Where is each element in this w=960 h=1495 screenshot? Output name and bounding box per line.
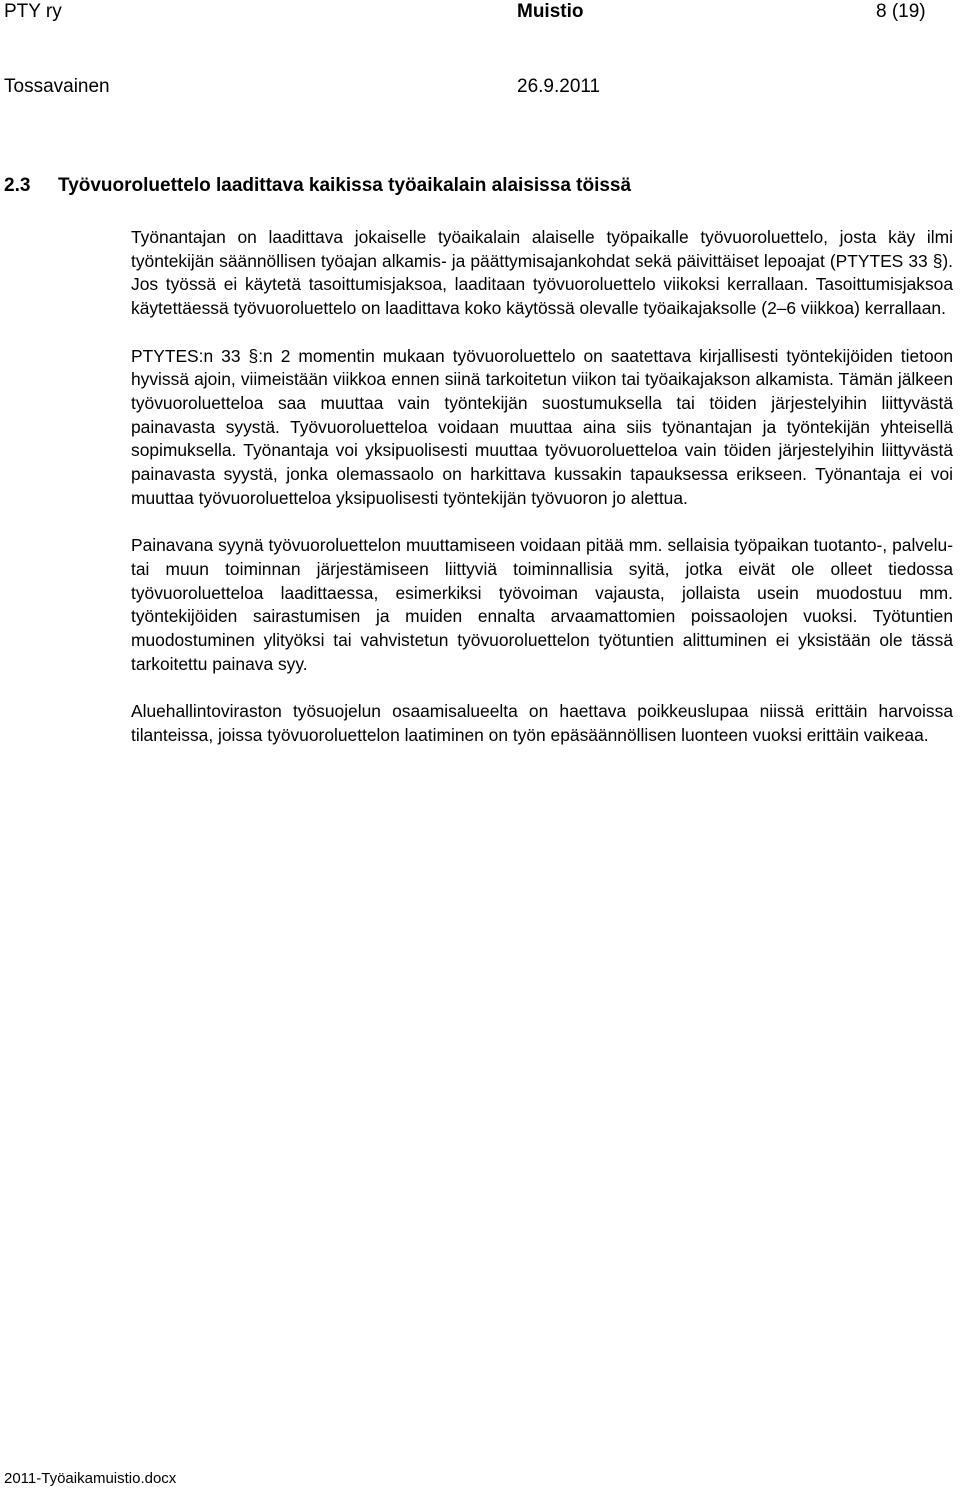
header-author: Tossavainen (4, 76, 110, 97)
body-text (131, 226, 953, 771)
section-heading (4, 174, 631, 198)
header-page-number: 8 (19) (876, 1, 926, 22)
paragraph-1: Työnantajan on laadittava jokaiselle työaikalain alaiselle työpaikalle työvuoroluettelo, josta käy ilmi työntekijän säännöllisen työajan alkamis- ja päättymisajankohdat sekä päivittäiset lepoajat (PTYTES 33 §). Jos työssä ei käytetä tasoittumisjaksoa, laaditaan työvuoroluettelo viikoksi kerrallaan. Tasoittumisjaksoa käytettäessä työvuoroluettelo on laadittava koko käytössä olevalle työaikajaksolle (2–6 viikkoa) kerrallaan. (131, 227, 953, 319)
section-number: 2.3 (4, 175, 31, 196)
section-title: Työvuoroluettelo laadittava kaikissa työaikalain alaisissa töissä (58, 175, 632, 196)
header-org: PTY ry (4, 1, 62, 22)
paragraph-4: Aluehallintoviraston työsuojelun osaamisalueelta on haettava poikkeuslupaa niissä erittäin harvoissa tilanteissa, joissa työvuoroluettelon laatiminen on työn epäsäännöllisen luonteen vuoksi erittäin vaikeaa. (131, 701, 953, 745)
header-title: Muistio (517, 1, 584, 22)
header-date: 26.9.2011 (517, 76, 601, 97)
paragraph-2: PTYTES:n 33 §:n 2 momentin mukaan työvuoroluettelo on saatettava kirjallisesti työntekijöiden tietoon hyvissä ajoin, viimeistään viikkoa ennen siinä tarkoitetun viikon tai työaikajakson alkamista. Tämän jälkeen työvuoroluetteloa saa muuttaa vain työntekijän suostumuksella tai töiden järjestelyihin liittyvästä painavasta syystä. Työvuoroluetteloa voidaan muuttaa aina siis työnantajan ja työntekijän yhteisellä sopimuksella. Työnantaja voi yksipuolisesti muuttaa työvuoroluetteloa vain töiden järjestelyihin liittyvästä painavasta syystä, jonka olemassaolo on harkittava kussakin tapauksessa erikseen. Työnantaja ei voi muuttaa työvuoroluetteloa yksipuolisesti työntekijän työvuoron jo alettua. (131, 345, 953, 508)
footer-filename: 2011-Työaikamuistio.docx (4, 1470, 177, 1487)
paragraph-3: Painavana syynä työvuoroluettelon muuttamiseen voidaan pitää mm. sellaisia työpaikan tuotanto-, palvelu- tai muun toiminnan järjestämiseen liittyviä toiminnallisia syitä, jotka eivät ole olleet tiedossa työvuoroluetteloa laadittaessa, esimerkiksi työvoiman vajausta, jollaista usein muodostuu mm. työntekijöiden sairastumisen ja muiden ennalta arvaamattomien poissaolojen vuoksi. Työtuntien muodostuminen ylityöksi tai vahvistetun työvuoroluettelon työtuntien alittuminen ei yksistään ole tässä tarkoitettu painava syy. (131, 535, 953, 674)
